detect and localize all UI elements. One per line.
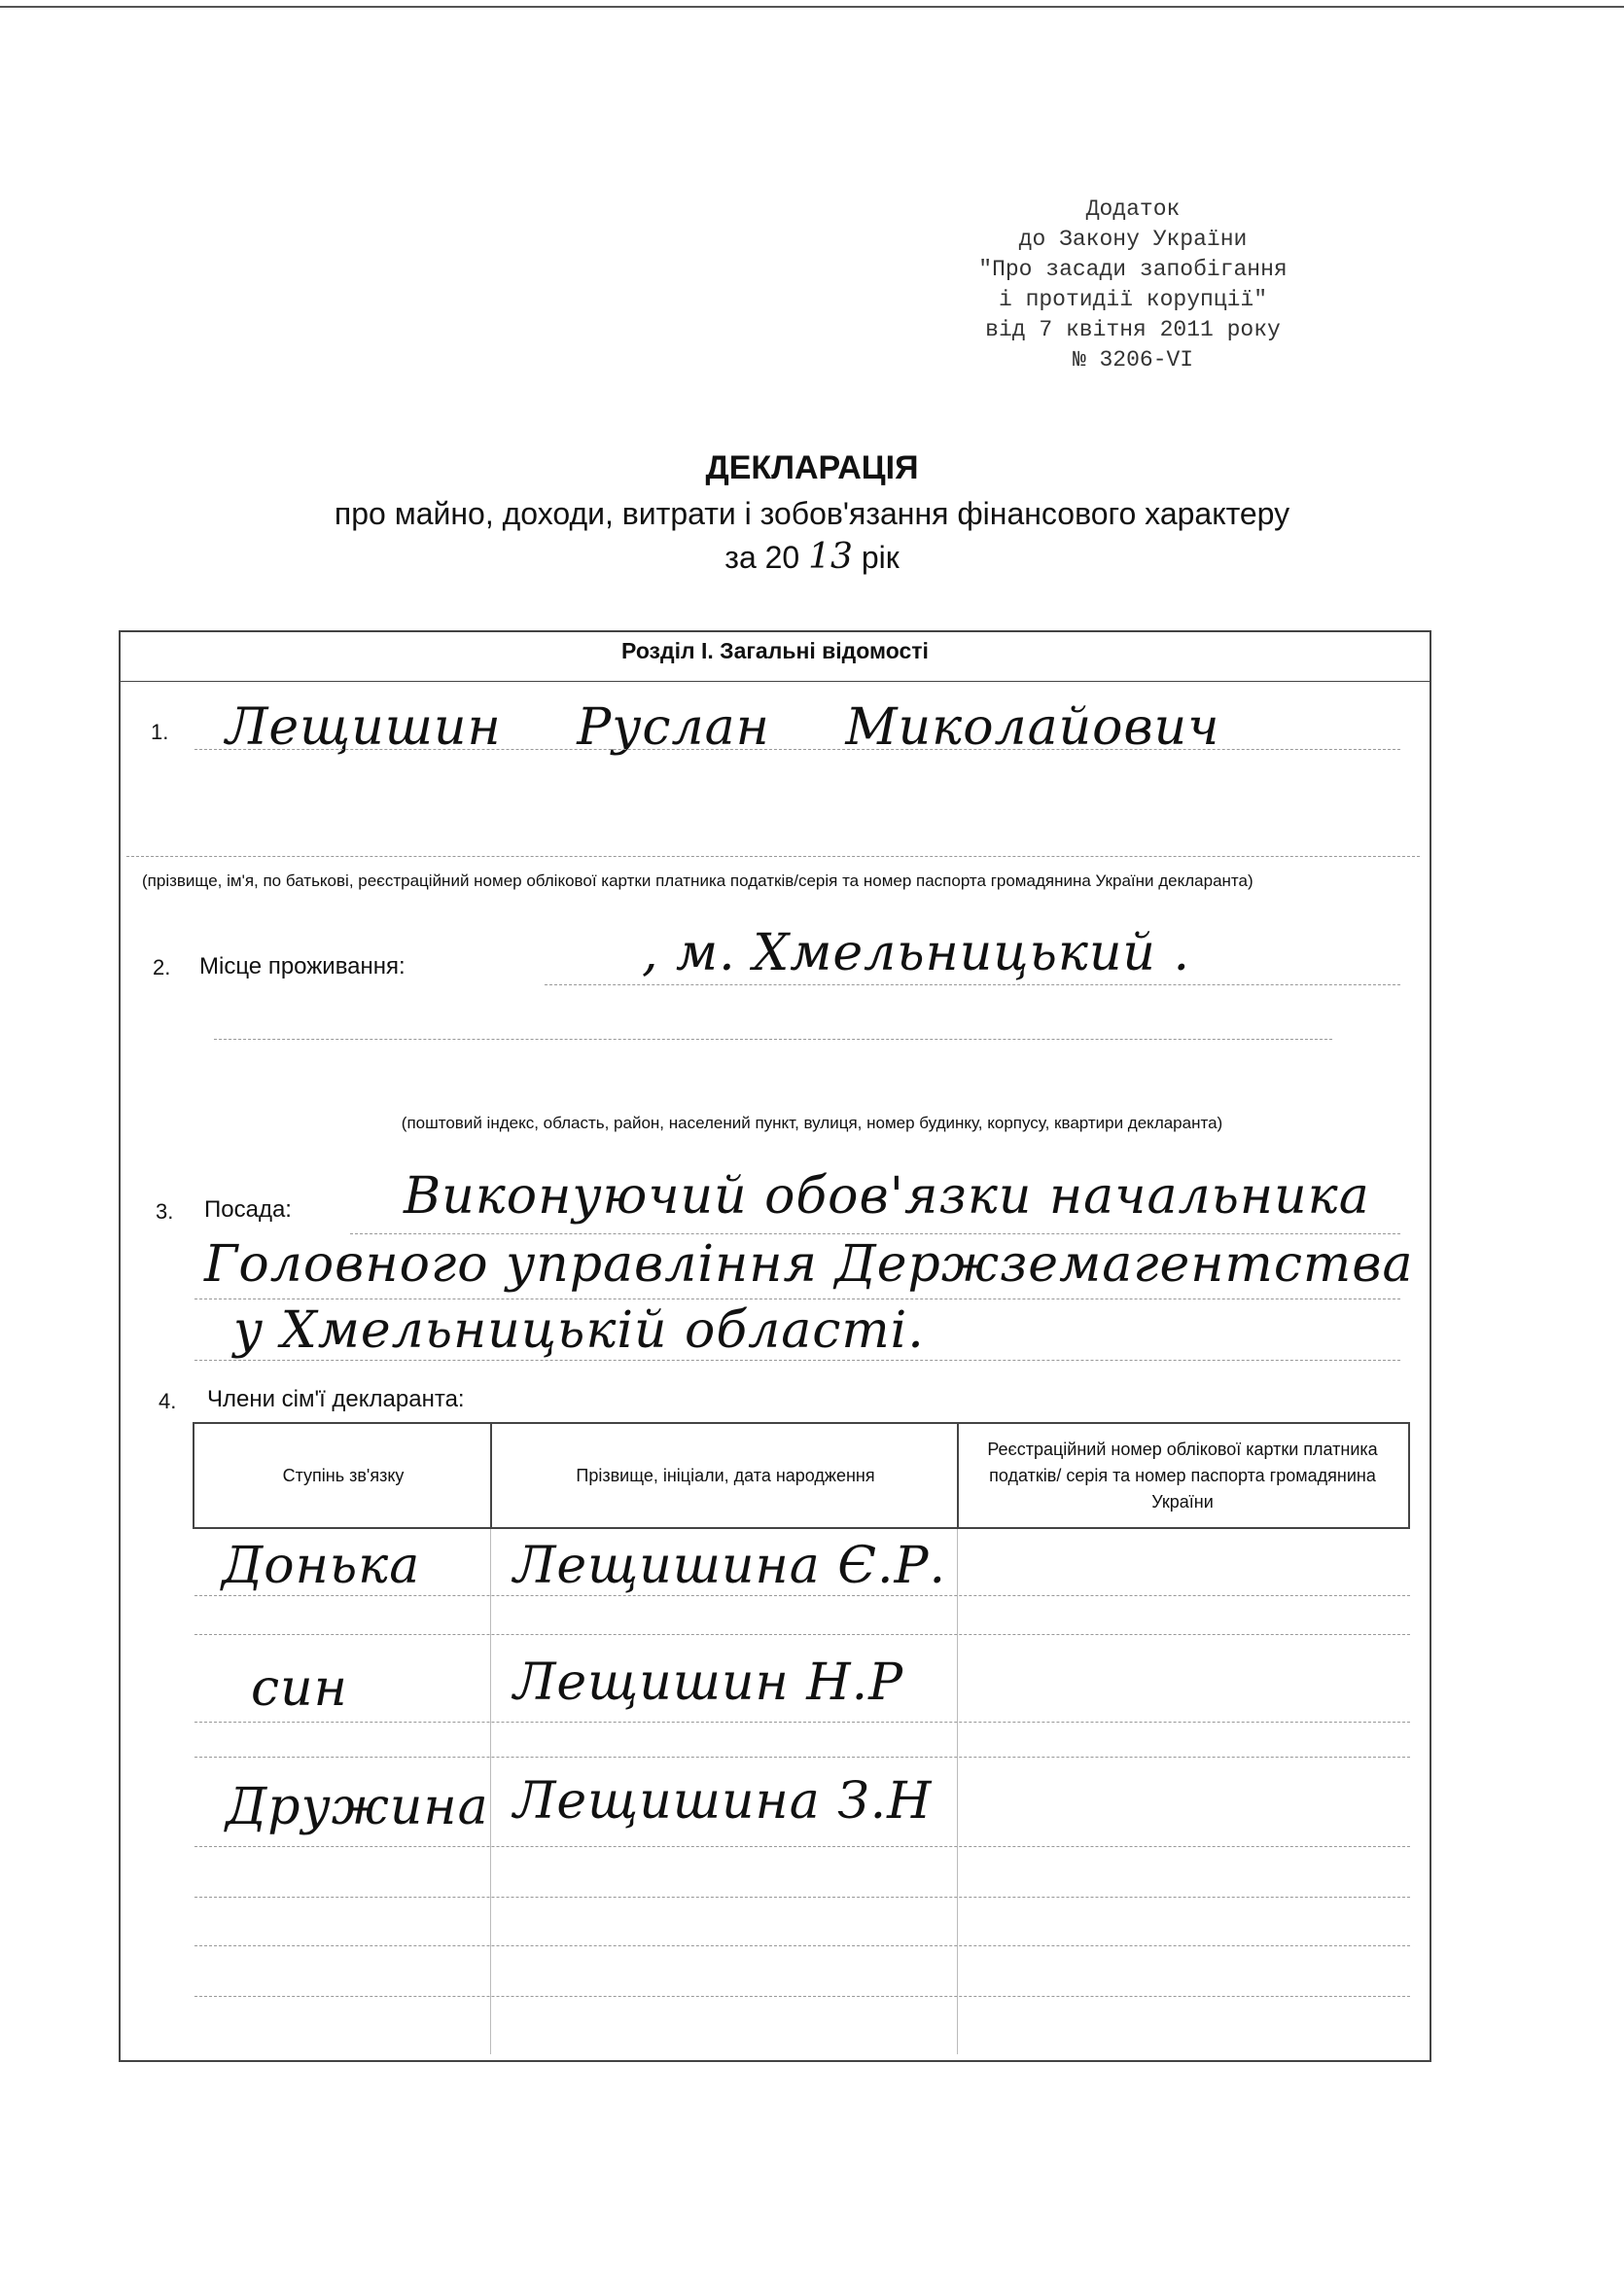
page-top-edge bbox=[0, 6, 1624, 8]
document-subtitle: про майно, доходи, витрати і зобов'язання фінансового характеру bbox=[334, 496, 1290, 531]
year-prefix: за 20 bbox=[724, 540, 800, 575]
item-2-number: 2. bbox=[153, 955, 171, 979]
family-row-2-line-2 bbox=[194, 1757, 1410, 1758]
year-value: 13 bbox=[808, 537, 853, 577]
family-row-1-line-2 bbox=[194, 1634, 1410, 1635]
family-empty-line-2 bbox=[194, 1945, 1410, 1946]
item-1-number: 1. bbox=[151, 720, 169, 744]
family-row-2-line bbox=[194, 1722, 1410, 1723]
item-3-number: 3. bbox=[156, 1199, 174, 1224]
item-3-position-line-2: Головного управління Держземагентства bbox=[204, 1235, 1414, 1294]
document-title: ДЕКЛАРАЦІЯ bbox=[705, 449, 919, 486]
item-2-caption: (поштовий індекс, область, район, населений пункт, вулиця, номер будинку, корпусу, квартири декларанта) bbox=[401, 1114, 1223, 1132]
item-1-caption-line bbox=[126, 856, 1420, 857]
family-header-relation: Ступінь зв'язку bbox=[282, 1465, 405, 1485]
item-3-label: Посада: bbox=[204, 1196, 292, 1223]
item-3-position-line-3: у Хмельницькій області. bbox=[233, 1301, 925, 1360]
item-3-line-3 bbox=[194, 1360, 1400, 1361]
annex-line: № 3206-VI bbox=[1072, 347, 1194, 373]
family-table-header bbox=[193, 1422, 1410, 1529]
year-suffix: рік bbox=[861, 540, 900, 575]
family-row-3-name: Лещишина З.Н bbox=[513, 1772, 933, 1831]
family-header-registration: Реєстраційний номер облікової картки платника податків/ серія та номер паспорта громадянина України bbox=[987, 1439, 1378, 1512]
family-row-1-relation: Донька bbox=[222, 1537, 421, 1595]
item-1-full-name: Лещишин Руслан Миколайович bbox=[226, 698, 1220, 757]
item-4-label: Члени сім'ї декларанта: bbox=[207, 1386, 465, 1412]
family-body-divider-2 bbox=[957, 1529, 958, 2054]
item-1-line bbox=[194, 749, 1400, 750]
item-3-line-1 bbox=[350, 1233, 1400, 1234]
family-row-3-relation: Дружина bbox=[226, 1778, 489, 1836]
item-3-position-line-1: Виконуючий обов'язки начальника bbox=[404, 1167, 1370, 1226]
annex-line: до Закону України bbox=[1018, 227, 1248, 252]
family-header-name: Прізвище, ініціали, дата народження bbox=[576, 1465, 875, 1485]
annex-line: від 7 квітня 2011 року bbox=[985, 317, 1281, 342]
family-empty-line-3 bbox=[194, 1996, 1410, 1997]
item-4-number: 4. bbox=[159, 1389, 177, 1413]
document-year-line bbox=[0, 537, 1624, 577]
annex-line: і протидії корупції" bbox=[998, 287, 1268, 312]
annex-line: Додаток bbox=[1085, 196, 1181, 222]
family-empty-line-1 bbox=[194, 1897, 1410, 1898]
item-2-line bbox=[545, 984, 1400, 985]
item-2-line-2 bbox=[214, 1039, 1332, 1040]
annex-block bbox=[904, 195, 1361, 375]
family-row-2-name: Лещишин Н.Р bbox=[513, 1654, 904, 1712]
family-row-3-line bbox=[194, 1846, 1410, 1847]
item-1-caption: (прізвище, ім'я, по батькові, реєстраційний номер облікової картки платника податків/серія та номер паспорта громадянина України декларанта) bbox=[142, 872, 1253, 890]
family-row-2-relation: син bbox=[251, 1659, 348, 1718]
family-body-divider-1 bbox=[490, 1529, 491, 2054]
family-row-1-line bbox=[194, 1595, 1410, 1596]
item-2-label: Місце проживання: bbox=[199, 953, 406, 979]
annex-line: "Про засади запобігання bbox=[978, 257, 1288, 282]
family-row-1-name: Лещишина Є.Р. bbox=[513, 1537, 947, 1595]
section-title: Розділ I. Загальні відомості bbox=[621, 638, 929, 663]
section-title-divider bbox=[121, 681, 1430, 682]
item-2-address: , м. Хмельницький . bbox=[642, 924, 1190, 982]
